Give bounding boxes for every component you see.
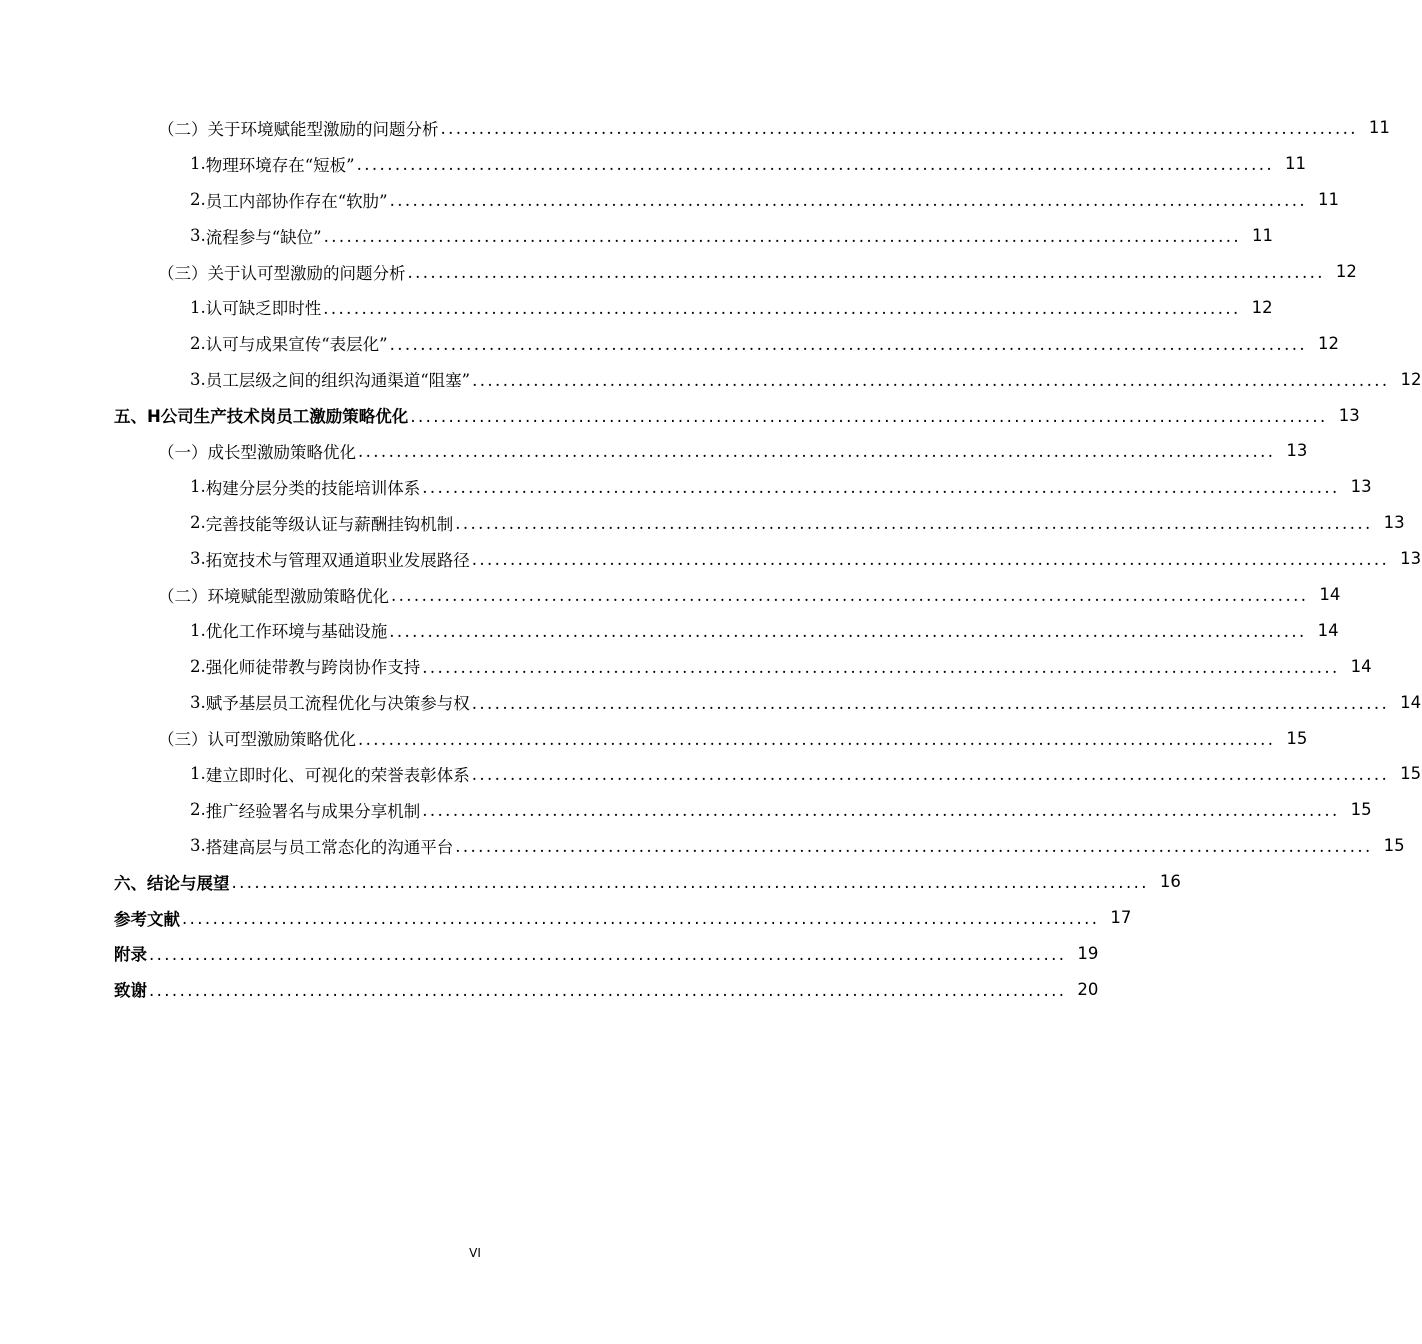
toc-entry[interactable]	[0, 289, 1273, 325]
toc-entry-title: 参考文献	[114, 909, 180, 929]
toc-entry-page: 11	[1318, 190, 1340, 210]
toc-entry[interactable]	[0, 828, 1405, 864]
toc-leader-dots: ........................................................................................................................	[471, 550, 1390, 570]
toc-entry-title: H公司生产技术岗员工激励策略优化	[147, 407, 409, 427]
toc-leader-dots: ........................................................................................................................	[323, 227, 1242, 247]
toc-leader-dots: ........................................................................................................................	[389, 191, 1308, 211]
toc-entry-marker: 2.	[190, 190, 206, 210]
toc-leader-dots: ........................................................................................................................	[356, 155, 1275, 175]
toc-entry[interactable]	[0, 218, 1274, 254]
toc-entry-page: 15	[1286, 728, 1308, 748]
page-number: VI	[469, 1246, 481, 1260]
toc-entry-marker: （二）	[158, 119, 208, 139]
toc-entry-page: 15	[1350, 800, 1372, 820]
toc-entry-title: 建立即时化、可视化的荣誉表彰体系	[205, 765, 470, 785]
toc-entry-marker: 六、	[114, 873, 147, 893]
toc-entry-title: 致谢	[114, 981, 147, 1001]
toc-entry-marker: 3.	[190, 692, 206, 712]
toc-entry-marker: 1.	[190, 154, 206, 174]
toc-entry-page: 14	[1319, 585, 1341, 605]
toc-entry-page: 13	[1338, 405, 1360, 425]
toc-entry-page: 12	[1335, 262, 1357, 281]
toc-entry-marker: 2.	[190, 513, 206, 533]
toc-entry[interactable]	[0, 361, 1422, 397]
toc-entry[interactable]	[0, 900, 1132, 936]
toc-entry[interactable]	[0, 756, 1422, 792]
toc-entry[interactable]	[0, 146, 1307, 182]
toc-leader-dots: ........................................................................................................................	[182, 909, 1100, 929]
toc-leader-dots: ........................................................................................................................	[471, 765, 1390, 785]
toc-entry-marker: 1.	[190, 764, 206, 784]
toc-entry-title: 优化工作环境与基础设施	[205, 622, 388, 642]
toc-entry-page: 14	[1350, 656, 1372, 676]
toc-entry-title: 构建分层分类的技能培训体系	[205, 478, 421, 498]
toc-entry-title: 推广经验署名与成果分享机制	[205, 801, 421, 821]
toc-leader-dots: ........................................................................................................................	[391, 586, 1309, 606]
toc-entry-page: 11	[1368, 118, 1390, 138]
toc-entry-marker: 1.	[190, 620, 206, 640]
toc-leader-dots: ........................................................................................................................	[323, 298, 1241, 318]
toc-leader-dots: ........................................................................................................................	[149, 944, 1067, 964]
toc-entry-page: 13	[1400, 549, 1422, 569]
toc-entry-page: 20	[1077, 979, 1099, 999]
toc-entry[interactable]	[0, 720, 1308, 756]
toc-entry-title: 附录	[114, 945, 147, 965]
toc-entry[interactable]	[0, 110, 1390, 146]
toc-entry[interactable]	[0, 648, 1372, 684]
toc-leader-dots: ........................................................................................................................	[358, 729, 1276, 749]
toc-leader-dots: ........................................................................................................................	[389, 334, 1308, 354]
toc-entry-marker: （一）	[158, 442, 208, 462]
toc-leader-dots: ........................................................................................................................	[149, 980, 1067, 1000]
toc-entry[interactable]	[0, 864, 1181, 900]
toc-entry[interactable]	[0, 684, 1422, 720]
toc-entry[interactable]	[0, 325, 1340, 361]
toc-entry-title: 认可型激励策略优化	[207, 730, 356, 750]
toc-leader-dots: ........................................................................................................................	[422, 801, 1340, 821]
toc-entry-page: 14	[1400, 692, 1422, 712]
toc-entry-title: 员工层级之间的组织沟通渠道“阻塞”	[205, 371, 471, 391]
toc-leader-dots: ........................................................................................................................	[422, 478, 1340, 498]
toc-entry-marker: 五、	[114, 407, 147, 427]
toc-entry-title: 赋予基层员工流程优化与决策参与权	[205, 694, 470, 714]
toc-entry-marker: 3.	[190, 226, 206, 246]
toc-entry-page: 15	[1383, 836, 1405, 856]
toc-entry[interactable]	[0, 433, 1308, 469]
toc-entry[interactable]	[0, 505, 1405, 541]
toc-leader-dots: ........................................................................................................................	[471, 693, 1390, 713]
toc-leader-dots: ........................................................................................................................	[472, 370, 1390, 390]
toc-entry[interactable]	[0, 971, 1099, 1007]
toc-leader-dots: ........................................................................................................................	[455, 514, 1373, 534]
toc-entry[interactable]	[0, 254, 1357, 290]
toc-entry-page: 12	[1400, 369, 1422, 389]
toc-entry-title: 结论与展望	[147, 873, 230, 893]
toc-entry-page: 19	[1077, 943, 1099, 963]
toc-entry-marker: （二）	[158, 586, 208, 606]
toc-leader-dots: ........................................................................................................................	[455, 837, 1373, 857]
toc-entry-page: 15	[1400, 764, 1422, 784]
toc-leader-dots: ........................................................................................................................	[440, 119, 1358, 139]
toc-entry-page: 13	[1350, 477, 1372, 497]
toc-entry-title: 物理环境存在“短板”	[205, 155, 355, 175]
toc-entry-title: 环境赋能型激励策略优化	[207, 586, 389, 606]
toc-entry-title: 流程参与“缺位”	[205, 227, 322, 247]
toc-entry-marker: 3.	[190, 549, 206, 569]
table-of-contents	[0, 110, 1422, 1007]
toc-entry-marker: 1.	[190, 477, 206, 497]
toc-entry-marker: 3.	[190, 836, 206, 856]
toc-entry-page: 16	[1159, 872, 1181, 892]
toc-entry[interactable]	[0, 577, 1341, 613]
toc-entry-title: 关于环境赋能型激励的问题分析	[207, 119, 439, 139]
toc-entry[interactable]	[0, 792, 1372, 828]
toc-entry-page: 17	[1110, 908, 1132, 928]
toc-entry-marker: 2.	[190, 800, 206, 820]
toc-leader-dots: ........................................................................................................................	[410, 406, 1328, 426]
toc-entry-title: 搭建高层与员工常态化的沟通平台	[205, 837, 454, 857]
toc-entry-page: 12	[1318, 333, 1340, 353]
toc-entry-marker: 3.	[190, 369, 206, 389]
toc-entry-page: 11	[1252, 226, 1274, 246]
toc-entry-marker: 2.	[190, 333, 206, 353]
toc-entry-title: 拓宽技术与管理双通道职业发展路径	[205, 550, 470, 570]
toc-leader-dots: ........................................................................................................................	[422, 657, 1340, 677]
toc-entry[interactable]	[0, 469, 1372, 505]
toc-entry-marker: 1.	[190, 297, 206, 317]
toc-entry-page: 13	[1383, 513, 1405, 533]
toc-entry-page: 14	[1317, 620, 1339, 640]
toc-entry-title: 关于认可型激励的问题分析	[207, 263, 406, 283]
toc-entry-page: 12	[1251, 297, 1273, 317]
toc-entry-title: 强化师徒带教与跨岗协作支持	[205, 658, 421, 678]
toc-entry-page: 11	[1285, 154, 1307, 174]
toc-entry-page: 13	[1286, 441, 1308, 461]
toc-entry-marker: （三）	[158, 263, 208, 283]
toc-entry-marker: 2.	[190, 656, 206, 676]
toc-entry[interactable]	[0, 182, 1340, 218]
toc-entry[interactable]	[0, 397, 1360, 433]
toc-entry[interactable]	[0, 935, 1099, 971]
toc-entry[interactable]	[0, 612, 1339, 648]
toc-entry-marker: （三）	[158, 730, 208, 750]
toc-entry-title: 成长型激励策略优化	[207, 442, 356, 462]
toc-leader-dots: ........................................................................................................................	[389, 621, 1307, 641]
toc-leader-dots: ........................................................................................................................	[358, 442, 1276, 462]
toc-entry-title: 完善技能等级认证与薪酬挂钩机制	[205, 514, 454, 534]
toc-entry-title: 认可与成果宣传“表层化”	[205, 335, 388, 355]
toc-entry[interactable]	[0, 541, 1422, 577]
toc-entry-title: 认可缺乏即时性	[205, 299, 322, 319]
toc-leader-dots: ........................................................................................................................	[407, 263, 1325, 282]
toc-entry-title: 员工内部协作存在“软肋”	[205, 191, 388, 211]
toc-leader-dots: ........................................................................................................................	[231, 873, 1149, 893]
